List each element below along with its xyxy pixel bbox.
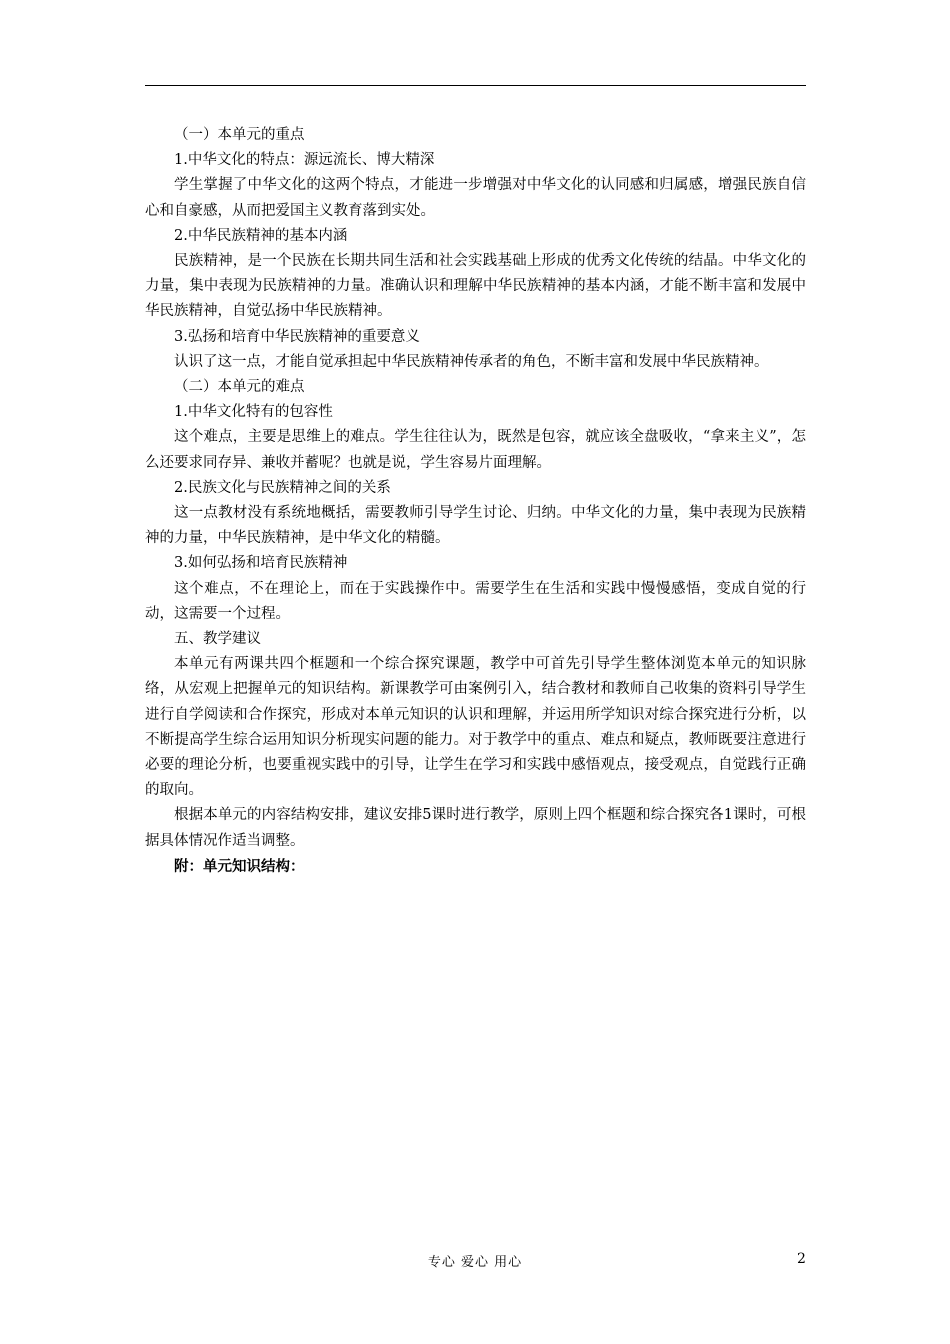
body-paragraph: 本单元有两课共四个框题和一个综合探究课题，教学中可首先引导学生整体浏览本单元的知识脉络，从宏观上把握单元的知识结构。新课教学可由案例引入，结合教材和教师自己收集的资料引导学生进行自学阅读和合作探究，形成对本单元知识的认识和理解，并运用所学知识对综合探究进行分析，以不断提高学生综合运用知识分析现实问题的能力。对于教学中的重点、难点和疑点，教师既要注意进行必要的理论分析，也要重视实践中的引导，让学生在学习和实践中感悟观点，接受观点，自觉践行正确的取向。 xyxy=(145,656,806,799)
subheading: 3.弘扬和培育中华民族精神的重要意义 xyxy=(174,328,420,345)
footer-slogan: 专心 爱心 用心 xyxy=(427,1255,523,1270)
document-body xyxy=(145,123,806,879)
body-paragraph: 根据本单元的内容结构安排，建议安排5课时进行教学，原则上四个框题和综合探究各1课时，可根据具体情况作适当调整。 xyxy=(145,807,806,849)
body-paragraph: 民族精神，是一个民族在长期共同生活和社会实践基础上形成的优秀文化传统的结晶。中华文化的力量，集中表现为民族精神的力量。准确认识和理解中华民族精神的基本内涵，才能不断丰富和发展中华民族精神，自觉弘扬中华民族精神。 xyxy=(145,253,806,320)
appendix-heading: 附：单元知识结构： xyxy=(174,857,305,875)
body-paragraph: 这一点教材没有系统地概括，需要教师引导学生讨论、归纳。中华文化的力量，集中表现为民族精神的力量，中华民族精神，是中华文化的精髓。 xyxy=(145,505,806,547)
body-paragraph: 认识了这一点，才能自觉承担起中华民族精神传承者的角色，不断丰富和发展中华民族精神。 xyxy=(174,353,769,370)
section-heading-difficulties: （二）本单元的难点 xyxy=(174,379,305,396)
page-number: 2 xyxy=(797,1251,806,1267)
body-paragraph: 学生掌握了中华文化的这两个特点，才能进一步增强对中华文化的认同感和归属感，增强民族自信心和自豪感，从而把爱国主义教育落到实处。 xyxy=(145,177,806,219)
subheading: 3.如何弘扬和培育民族精神 xyxy=(174,555,348,572)
subheading: 1.中华文化特有的包容性 xyxy=(174,404,333,421)
section-heading-key-points: （一）本单元的重点 xyxy=(174,127,305,143)
subheading: 2.民族文化与民族精神之间的关系 xyxy=(174,479,391,496)
header-rule xyxy=(145,85,806,86)
subheading: 1.中华文化的特点：源远流长、博大精深 xyxy=(174,152,435,169)
body-paragraph: 这个难点，不在理论上，而在于实践操作中。需要学生在生活和实践中慢慢感悟，变成自觉的行动，这需要一个过程。 xyxy=(145,580,806,622)
body-paragraph: 这个难点，主要是思维上的难点。学生往往认为，既然是包容，就应该全盘吸收，“拿来主义”，怎么还要求同存异、兼收并蓄呢？也就是说，学生容易片面理解。 xyxy=(145,429,806,471)
section-heading-teaching-suggestions: 五、教学建议 xyxy=(174,631,261,648)
subheading: 2.中华民族精神的基本内涵 xyxy=(174,227,348,244)
